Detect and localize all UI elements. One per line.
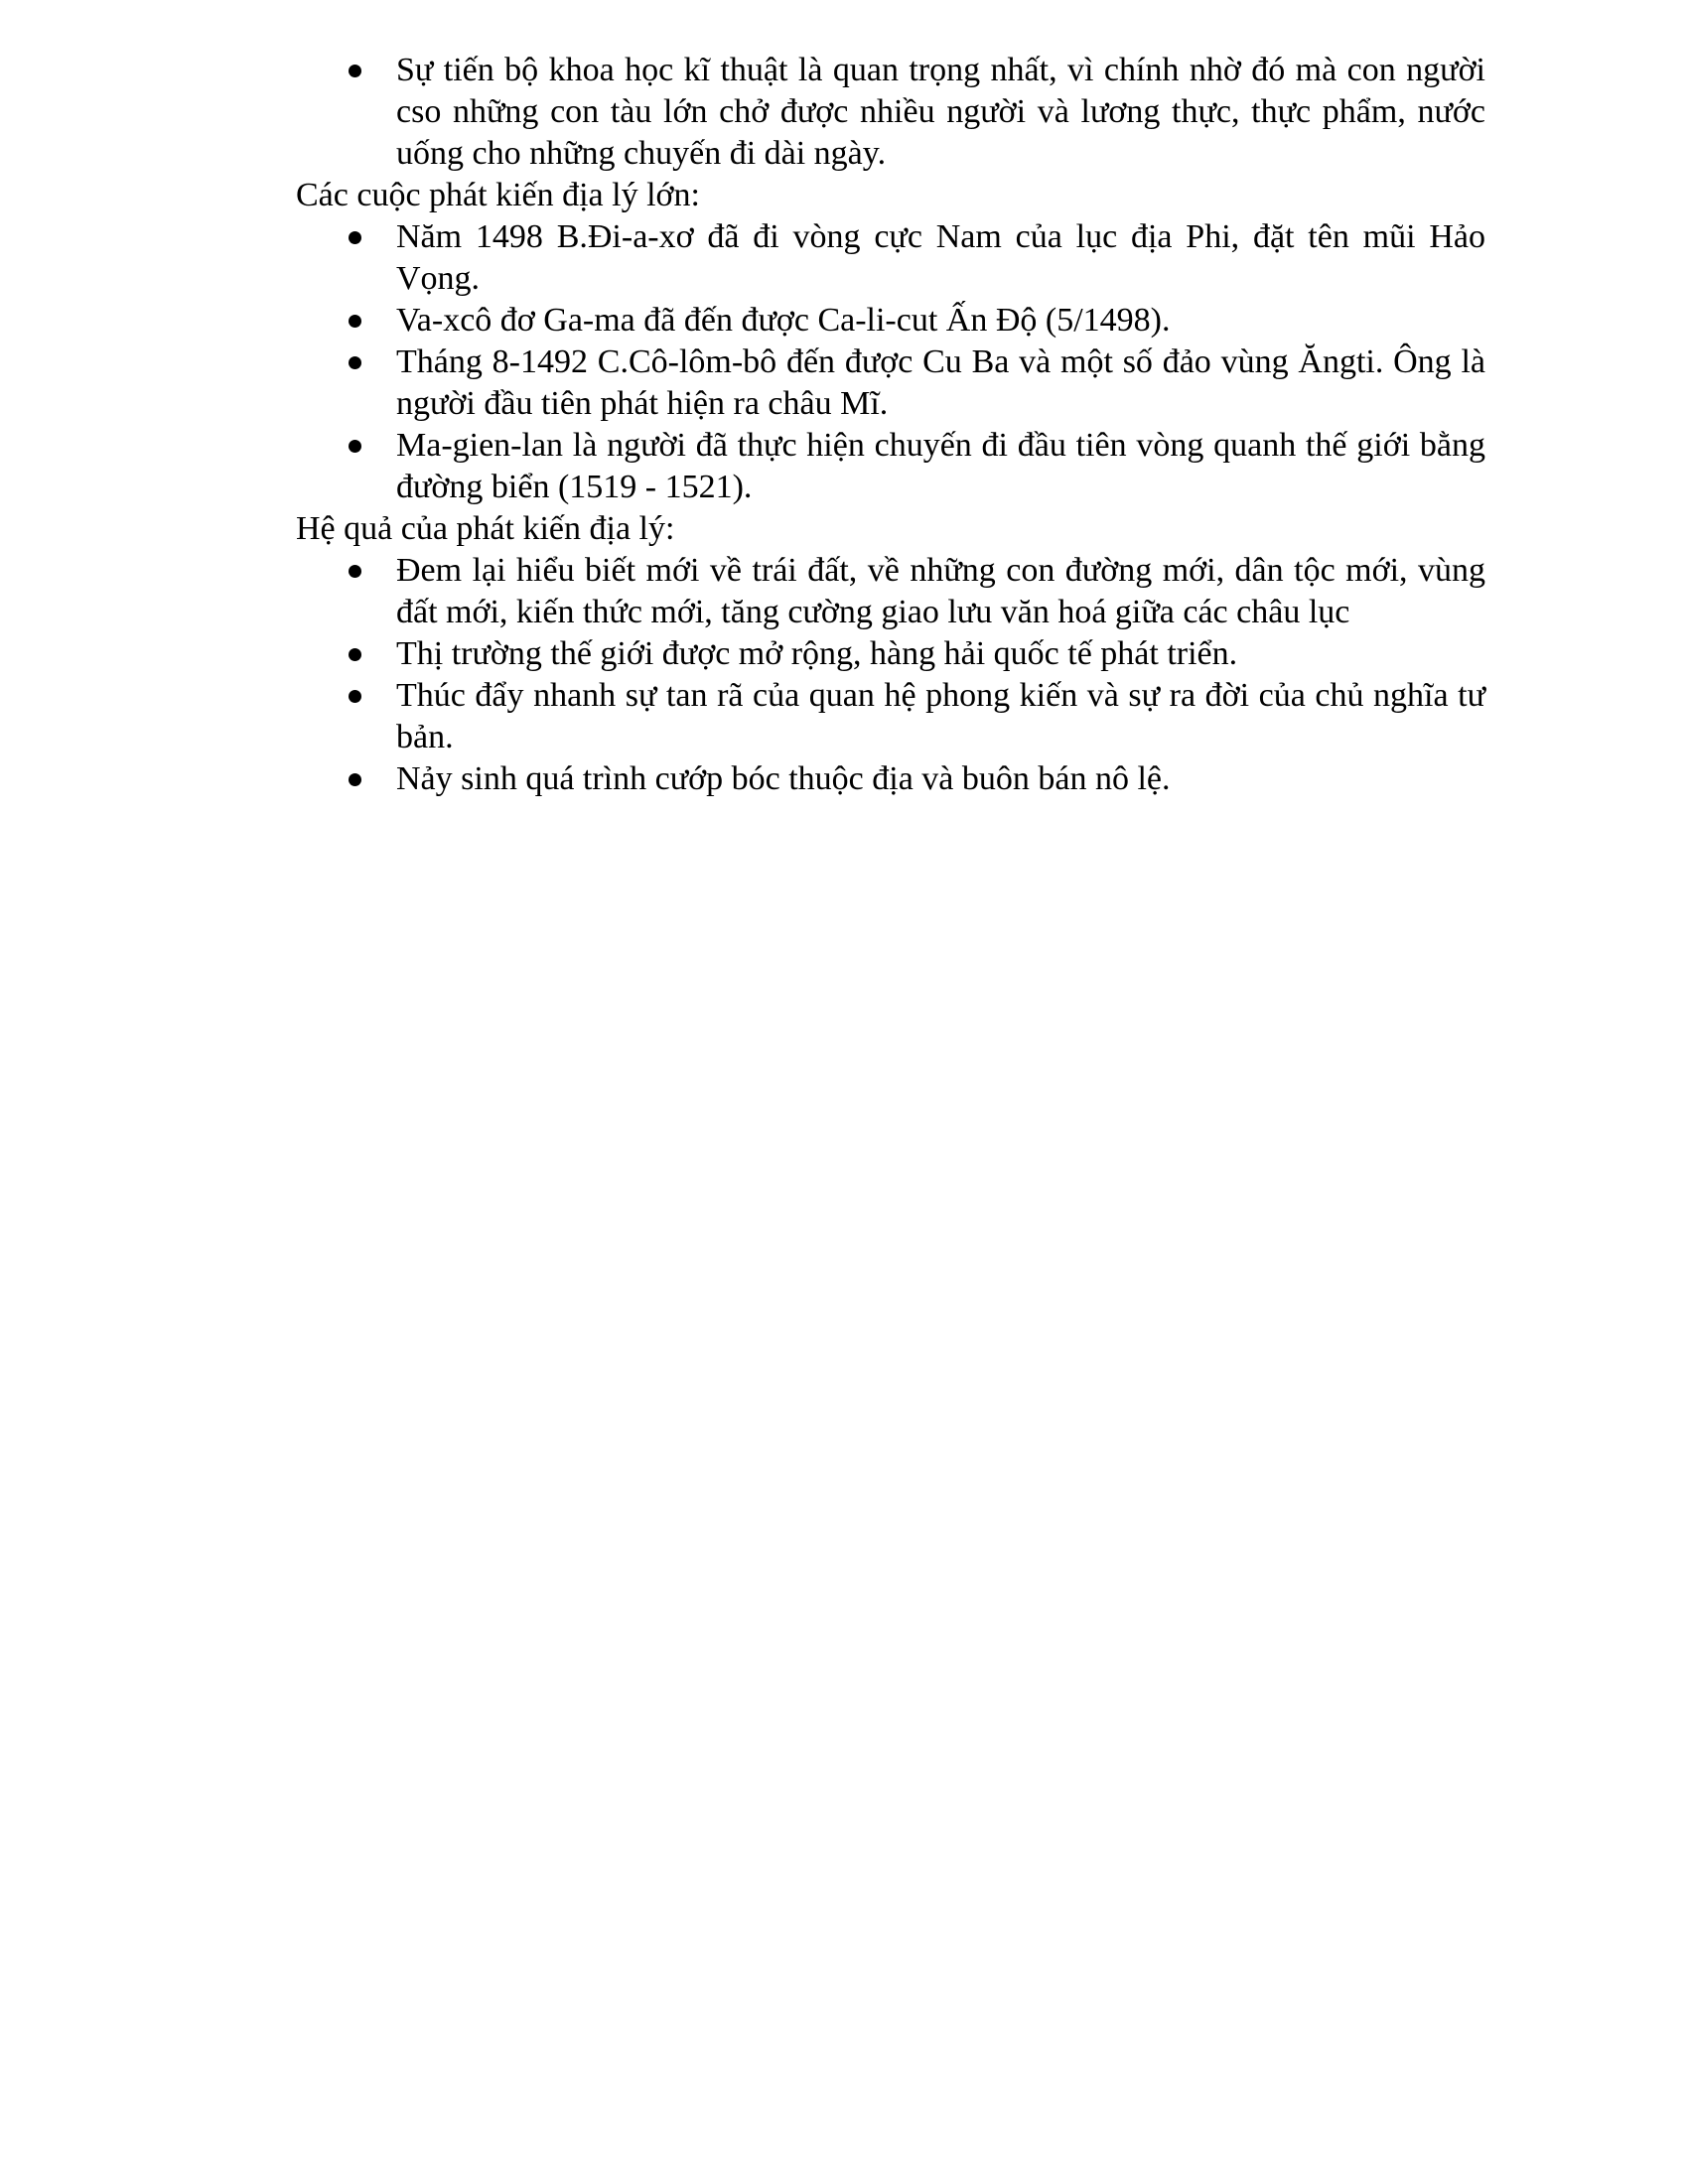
bullet-dot-icon	[349, 65, 361, 77]
list-item-text: Thị trường thế giới được mở rộng, hàng hải quốc tế phát triển.	[396, 635, 1238, 672]
bullet-dot-icon	[349, 231, 361, 244]
list-item-text: Ma-gien-lan là người đã thực hiện chuyến đi đầu tiên vòng quanh thế giới bằng đường biển (1519 - 1521).	[396, 427, 1485, 505]
list-item	[296, 550, 1485, 633]
bullet-dot-icon	[349, 690, 361, 703]
list-item	[296, 216, 1485, 300]
list-item	[296, 675, 1485, 758]
bullet-list-consequences	[296, 550, 1485, 800]
list-item	[296, 341, 1485, 425]
bullet-dot-icon	[349, 565, 361, 578]
list-item-text: Năm 1498 B.Đi-a-xơ đã đi vòng cực Nam của lục địa Phi, đặt tên mũi Hảo Vọng.	[396, 218, 1485, 297]
list-item	[296, 50, 1485, 175]
bullet-dot-icon	[349, 440, 361, 453]
list-item	[296, 425, 1485, 508]
bullet-dot-icon	[349, 315, 361, 328]
list-item-text: Thúc đẩy nhanh sự tan rã của quan hệ phong kiến và sự ra đời của chủ nghĩa tư bản.	[396, 677, 1485, 755]
list-item	[296, 300, 1485, 341]
list-item	[296, 758, 1485, 800]
bullet-dot-icon	[349, 356, 361, 369]
section-heading-consequences: Hệ quả của phát kiến địa lý:	[296, 510, 675, 547]
list-item-text: Đem lại hiểu biết mới về trái đất, về những con đường mới, dân tộc mới, vùng đất mới, kiến thức mới, tăng cường giao lưu văn hoá giữa các châu lục	[396, 552, 1485, 630]
section-heading-discoveries: Các cuộc phát kiến địa lý lớn:	[296, 177, 700, 213]
bullet-dot-icon	[349, 648, 361, 661]
list-item-text: Sự tiến bộ khoa học kĩ thuật là quan trọng nhất, vì chính nhờ đó mà con người cso những con tàu lớn chở được nhiều người và lương thực, thực phẩm, nước uống cho những chuyến đi dài ngày.	[396, 52, 1485, 172]
list-item-text: Va-xcô đơ Ga-ma đã đến được Ca-li-cut Ấn Độ (5/1498).	[396, 302, 1171, 339]
list-item-text: Nảy sinh quá trình cướp bóc thuộc địa và buôn bán nô lệ.	[396, 760, 1171, 797]
list-item-text: Tháng 8-1492 C.Cô-lôm-bô đến được Cu Ba và một số đảo vùng Ăngti. Ông là người đầu tiên phát hiện ra châu Mĩ.	[396, 343, 1485, 422]
document-body	[296, 50, 1485, 800]
list-item	[296, 633, 1485, 675]
bullet-dot-icon	[349, 773, 361, 786]
bullet-list-intro	[296, 50, 1485, 175]
bullet-list-discoveries	[296, 216, 1485, 508]
